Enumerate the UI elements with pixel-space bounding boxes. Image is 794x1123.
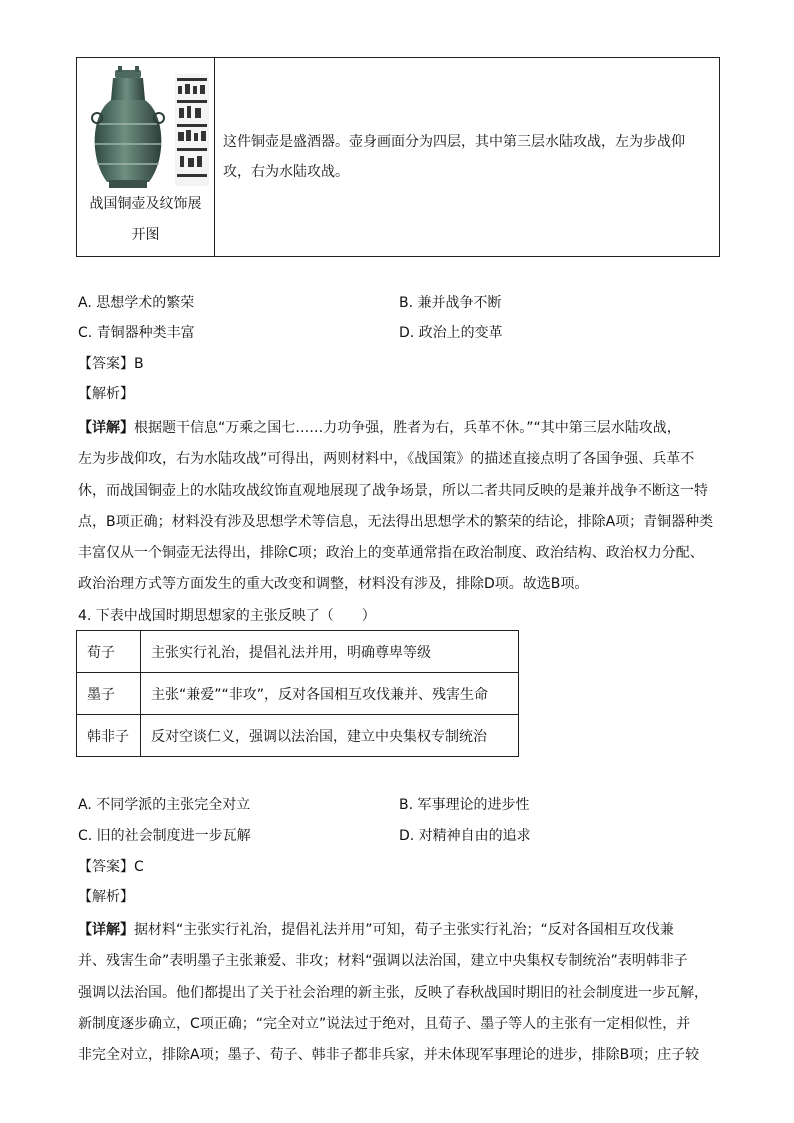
q3-detail-line-6: 政治治理方式等方面发生的重大改变和调整，材料没有涉及，排除D项。故选B项。	[78, 576, 589, 592]
q4-detail-line-4: 新制度逐步确立，C项正确；“完全对立”说法过于绝对，且荀子、墨子等人的主张有一定相似性，并	[78, 1016, 691, 1032]
q3-image-caption-line2: 开图	[131, 227, 160, 243]
thinker-name: 韩非子	[77, 715, 141, 757]
q4-option-c: C. 旧的社会制度进一步瓦解	[78, 828, 251, 844]
thinker-view: 主张实行礼治，提倡礼法并用，明确尊卑等级	[141, 631, 519, 673]
q4-detail-label: 【详解】	[78, 922, 134, 938]
q3-description-line1: 这件铜壶是盛酒器。壶身画面分为四层，其中第三层水陆攻战，左为步战仰	[223, 134, 685, 150]
q3-detail-label: 【详解】	[78, 420, 134, 436]
thinker-view: 反对空谈仁义，强调以法治国，建立中央集权专制统治	[141, 715, 519, 757]
q3-description-line2: 攻，右为水陆攻战。	[223, 164, 349, 180]
table-row	[77, 715, 519, 757]
q3-detail-line-5: 丰富仅从一个铜壶无法得出，排除C项；政治上的变革通常指在政治制度、政治结构、政治权力分配、	[78, 545, 704, 561]
q3-option-a: A. 思想学术的繁荣	[78, 295, 195, 311]
bronze-hu-vessel-image	[85, 66, 211, 194]
q4-table	[76, 630, 519, 757]
q4-analysis-label: 【解析】	[78, 889, 134, 905]
q4-detail-line-5: 非完全对立，排除A项；墨子、荀子、韩非子都非兵家，并未体现军事理论的进步，排除B项；庄子较	[78, 1047, 700, 1063]
q3-option-c: C. 青铜器种类丰富	[78, 325, 195, 341]
q3-answer: 【答案】B	[78, 356, 144, 372]
table-row	[77, 631, 519, 673]
thinker-view: 主张“兼爱”“非攻”，反对各国相互攻伐兼并、残害生命	[141, 673, 519, 715]
q4-stem: 4. 下表中战国时期思想家的主张反映了（ ）	[78, 608, 376, 624]
thinker-name: 荀子	[77, 631, 141, 673]
q3-option-b: B. 兼并战争不断	[399, 295, 502, 311]
q4-option-a: A. 不同学派的主张完全对立	[78, 797, 251, 813]
q3-detail-line-4: 点，B项正确；材料没有涉及思想学术等信息，无法得出思想学术的繁荣的结论，排除A项；青铜器种类	[78, 514, 714, 530]
q3-image-caption-line1: 战国铜壶及纹饰展	[89, 196, 202, 212]
q4-detail-line-1: 【详解】据材料“主张实行礼治，提倡礼法并用”可知，荀子主张实行礼治；“反对各国相互攻伐兼	[78, 922, 674, 938]
q3-image-cell	[77, 58, 215, 256]
q4-option-d: D. 对精神自由的追求	[399, 828, 531, 844]
q4-option-b: B. 军事理论的进步性	[399, 797, 530, 813]
q4-detail-line-3: 强调以法治国。他们都提出了关于社会治理的新主张，反映了春秋战国时期旧的社会制度进一步瓦解，	[78, 985, 708, 1001]
q3-detail-line-3: 休，而战国铜壶上的水陆攻战纹饰直观地展现了战争场景，所以二者共同反映的是兼并战争不断这一特	[78, 483, 708, 499]
thinker-name: 墨子	[77, 673, 141, 715]
q4-answer: 【答案】C	[78, 859, 144, 875]
q3-detail-line-2: 左为步战仰攻，右为水陆攻战”可得出，两则材料中，《战国策》的描述直接点明了各国争强、兵革不	[78, 451, 695, 467]
q3-analysis-label: 【解析】	[78, 386, 134, 402]
q3-option-d: D. 政治上的变革	[399, 325, 503, 341]
q4-detail-line-2: 并、残害生命”表明墨子主张兼爱、非攻；材料“强调以法治国，建立中央集权专制统治”表明韩非子	[78, 953, 688, 969]
q3-detail-line-1: 【详解】根据题干信息“万乘之国七……力功争强，胜者为右，兵革不休。”“其中第三层水陆攻战，	[78, 420, 681, 436]
table-row	[77, 673, 519, 715]
q3-table	[76, 57, 720, 257]
